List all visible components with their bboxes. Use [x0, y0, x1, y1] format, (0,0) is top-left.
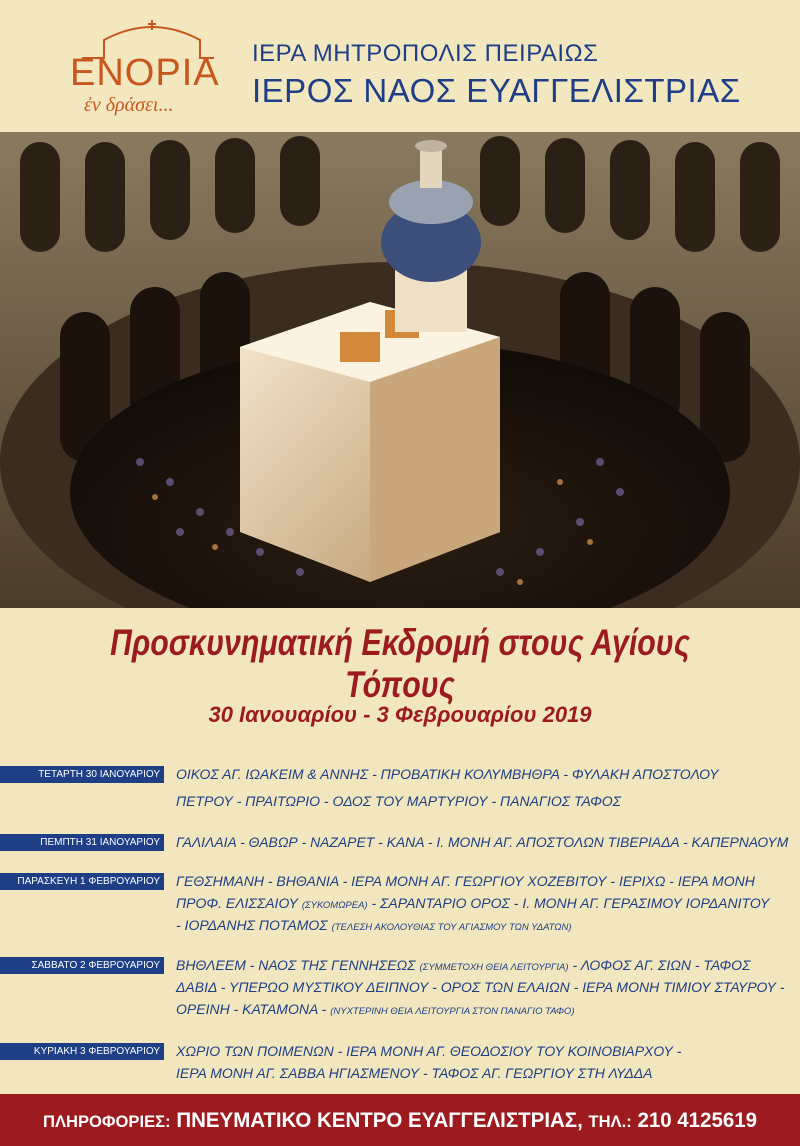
- contact-info: [10, 1109, 790, 1133]
- itinerary-line: - ΙΟΡΔΑΝΗΣ ΠΟΤΑΜΟΣ (ΤΕΛΕΣΗ ΑΚΟΛΟΥΘΙΑΣ ΤΟΥ ΑΓΙΑΣΜΟΥ ΤΩΝ ΥΔΑΤΩΝ): [176, 917, 572, 933]
- day-label: ΣΑΒΒΑΤΟ 2 ΦΕΒΡΟΥΑΡΙΟΥ: [0, 957, 164, 974]
- trip-dates: 30 Ιανουαρίου - 3 Φεβρουαρίου 2019: [208, 702, 592, 727]
- trip-title: Προσκυνηματική Εκδρομή στους Αγίους Τόπους: [110, 622, 690, 705]
- day-label: ΤΕΤΑΡΤΗ 30 ΙΑΝΟΥΑΡΙΟΥ: [0, 766, 164, 783]
- footer-info-bar: [0, 1094, 800, 1146]
- itinerary-line: ΠΕΤΡΟΥ - ΠΡΑΙΤΩΡΙΟ - ΟΔΟΣ ΤΟΥ ΜΑΡΤΥΡΙΟΥ - ΠΑΝΑΓΙΟΣ ΤΑΦΟΣ: [176, 793, 622, 809]
- metropolis-title: ΙΕΡΑ ΜΗΤΡΟΠΟΛΙΣ ΠΕΙΡΑΙΩΣ: [252, 40, 599, 67]
- day-label: ΚΥΡΙΑΚΗ 3 ΦΕΒΡΟΥΑΡΙΟΥ: [0, 1043, 164, 1060]
- itinerary-line: ΔΑΒΙΔ - ΥΠΕΡΩΟ ΜΥΣΤΙΚΟΥ ΔΕΙΠΝΟΥ - ΟΡΟΣ ΤΩΝ ΕΛΑΙΩΝ - ΙΕΡΑ ΜΟΝΗ ΤΙΜΙΟΥ ΣΤΑΥΡΟΥ -: [176, 979, 785, 995]
- itinerary-line: ΓΑΛΙΛΑΙΑ - ΘΑΒΩΡ - ΝΑΖΑΡΕΤ - ΚΑΝΑ - Ι. ΜΟΝΗ ΑΓ. ΑΠΟΣΤΟΛΩΝ ΤΙΒΕΡΙΑΔΑ - ΚΑΠΕΡΝΑΟΥΜ: [176, 834, 789, 850]
- itinerary-line: ΟΡΕΙΝΗ - ΚΑΤΑΜΟΝΑ - (ΝΥΧΤΕΡΙΝΗ ΘΕΙΑ ΛΕΙΤΟΥΡΓΙΑ ΣΤΟΝ ΠΑΝΑΓΙΟ ΤΑΦΟ): [176, 1001, 575, 1017]
- logo-word: ΕΝΟΡΙΑ: [70, 52, 220, 94]
- logo-tagline: ἐν δράσει...: [84, 94, 174, 116]
- itinerary-line: ΙΕΡΑ ΜΟΝΗ ΑΓ. ΣΑΒΒΑ ΗΓΙΑΣΜΕΝΟΥ - ΤΑΦΟΣ ΑΓ. ΓΕΩΡΓΙΟΥ ΣΤΗ ΛΥΔΔΑ: [176, 1065, 653, 1081]
- itinerary-line: ΓΕΘΣΗΜΑΝΗ - ΒΗΘΑΝΙΑ - ΙΕΡΑ ΜΟΝΗ ΑΓ. ΓΕΩΡΓΙΟΥ ΧΟΖΕΒΙΤΟΥ - ΙΕΡΙΧΩ - ΙΕΡΑ ΜΟΝΗ: [176, 873, 755, 889]
- church-title: ΙΕΡΟΣ ΝΑΟΣ ΕΥΑΓΓΕΛΙΣΤΡΙΑΣ: [252, 72, 741, 109]
- header: [0, 0, 800, 132]
- phone-number[interactable]: 210 4125619: [637, 1109, 758, 1132]
- day-label: ΠΑΡΑΣΚΕΥΗ 1 ΦΕΒΡΟΥΑΡΙΟΥ: [0, 873, 164, 890]
- center-name: ΠΝΕΥΜΑΤΙΚΟ ΚΕΝΤΡΟ ΕΥΑΓΓΕΛΙΣΤΡΙΑΣ,: [176, 1109, 583, 1132]
- itinerary-line: ΟΙΚΟΣ ΑΓ. ΙΩΑΚΕΙΜ & ΑΝΝΗΣ - ΠΡΟΒΑΤΙΚΗ ΚΟΛΥΜΒΗΘΡΑ - ΦΥΛΑΚΗ ΑΠΟΣΤΟΛΟΥ: [176, 766, 719, 782]
- tel-label: ΤΗΛ.:: [588, 1112, 632, 1131]
- info-label: ΠΛΗΡΟΦΟΡΙΕΣ:: [42, 1112, 171, 1131]
- itinerary-line: ΠΡΟΦ. ΕΛΙΣΣΑΙΟΥ (ΣΥΚΟΜΩΡΕΑ) - ΣΑΡΑΝΤΑΡΙΟ ΟΡΟΣ - Ι. ΜΟΝΗ ΑΓ. ΓΕΡΑΣΙΜΟΥ ΙΟΡΔΑΝΙΤΟΥ: [176, 895, 770, 911]
- itinerary-line: ΧΩΡΙΟ ΤΩΝ ΠΟΙΜΕΝΩΝ - ΙΕΡΑ ΜΟΝΗ ΑΓ. ΘΕΟΔΟΣΙΟΥ ΤΟΥ ΚΟΙΝΟΒΙΑΡΧΟΥ -: [176, 1043, 682, 1059]
- enoria-logo: [64, 18, 234, 118]
- itinerary-line: ΒΗΘΛΕΕΜ - ΝΑΟΣ ΤΗΣ ΓΕΝΝΗΣΕΩΣ (ΣΥΜΜΕΤΟΧΗ ΘΕΙΑ ΛΕΙΤΟΥΡΓΙΑ) - ΛΟΦΟΣ ΑΓ. ΣΙΩΝ - ΤΑΦΟΣ: [176, 957, 751, 973]
- day-label: ΠΕΜΠΤΗ 31 ΙΑΝΟΥΑΡΙΟΥ: [0, 834, 164, 851]
- holy-sepulchre-photo: [0, 132, 800, 608]
